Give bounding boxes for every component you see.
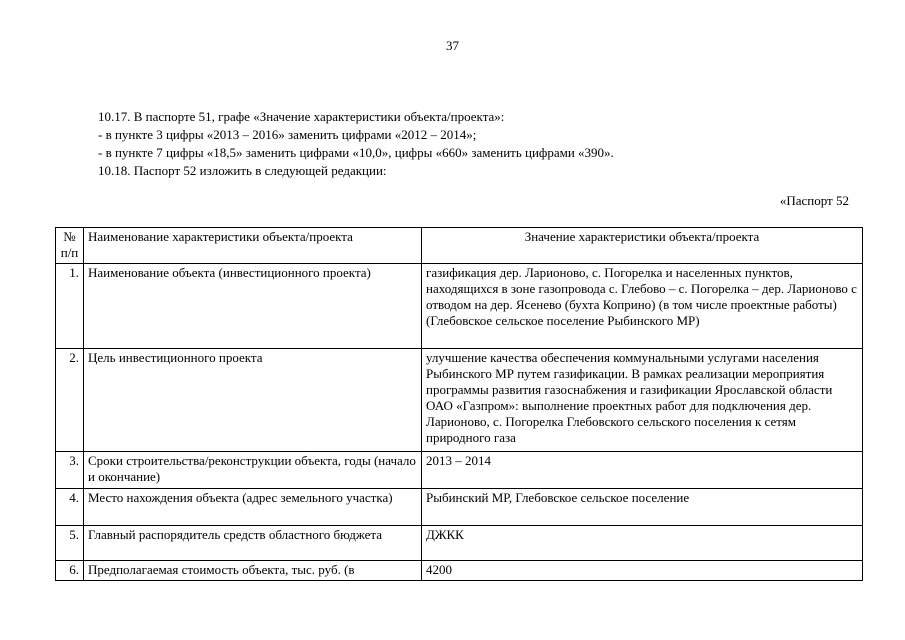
row-value: Рыбинский МР, Глебовское сельское поселение xyxy=(422,489,863,526)
passport-table xyxy=(55,227,863,581)
passport-label: «Паспорт 52 xyxy=(779,193,849,208)
row-value: 4200 xyxy=(422,561,863,581)
row-characteristic: Место нахождения объекта (адрес земельного участка) xyxy=(84,489,422,526)
row-number: 6. xyxy=(56,561,84,581)
table-header-row xyxy=(56,228,863,264)
header-value: Значение характеристики объекта/проекта xyxy=(422,228,863,264)
row-number: 3. xyxy=(56,452,84,489)
row-number: 4. xyxy=(56,489,84,526)
amendment-point-3: - в пункте 3 цифры «2013 – 2016» заменить цифрами «2012 – 2014»; xyxy=(98,127,477,142)
table-row xyxy=(56,561,863,581)
header-name: Наименование характеристики объекта/проекта xyxy=(84,228,422,264)
row-value: газификация дер. Ларионово, с. Погорелка и населенных пунктов, находящихся в зоне газопровода с. Глебово – с. Погорелка – дер. Ларионово с отводом на дер. Ясенево (бухта Коприно) (в том числе проектные работы) (Глебовское сельское поселение Рыбинского МР) xyxy=(422,264,863,349)
row-number: 1. xyxy=(56,264,84,349)
table-row xyxy=(56,452,863,489)
paragraph-10-18: 10.18. Паспорт 52 изложить в следующей редакции: xyxy=(98,163,387,178)
page-number: 37 xyxy=(446,38,459,53)
row-number: 5. xyxy=(56,526,84,561)
row-number: 2. xyxy=(56,349,84,452)
row-value: ДЖКК xyxy=(422,526,863,561)
table-row xyxy=(56,349,863,452)
row-characteristic: Главный распорядитель средств областного бюджета xyxy=(84,526,422,561)
row-characteristic: Цель инвестиционного проекта xyxy=(84,349,422,452)
paragraph-10-17: 10.17. В паспорте 51, графе «Значение характеристики объекта/проекта»: xyxy=(98,109,505,124)
table-row xyxy=(56,526,863,561)
row-value: улучшение качества обеспечения коммунальными услугами населения Рыбинского МР путем газификации. В рамках реализации мероприятия программы развития газоснабжения и газификации Ярославской области ОАО «Газпром»: выполнение проектных работ для подключения дер. Ларионово, с. Погорелка Глебовского сельского поселения к сетям природного газа xyxy=(422,349,863,452)
table-row xyxy=(56,264,863,349)
row-value: 2013 – 2014 xyxy=(422,452,863,489)
row-characteristic: Сроки строительства/реконструкции объекта, годы (начало и окончание) xyxy=(84,452,422,489)
amendment-point-7: - в пункте 7 цифры «18,5» заменить цифрами «10,0», цифры «660» заменить цифрами «390». xyxy=(98,145,614,160)
row-characteristic: Наименование объекта (инвестиционного проекта) xyxy=(84,264,422,349)
table-row xyxy=(56,489,863,526)
header-num: № п/п xyxy=(56,228,84,264)
row-characteristic: Предполагаемая стоимость объекта, тыс. руб. (в xyxy=(84,561,422,581)
